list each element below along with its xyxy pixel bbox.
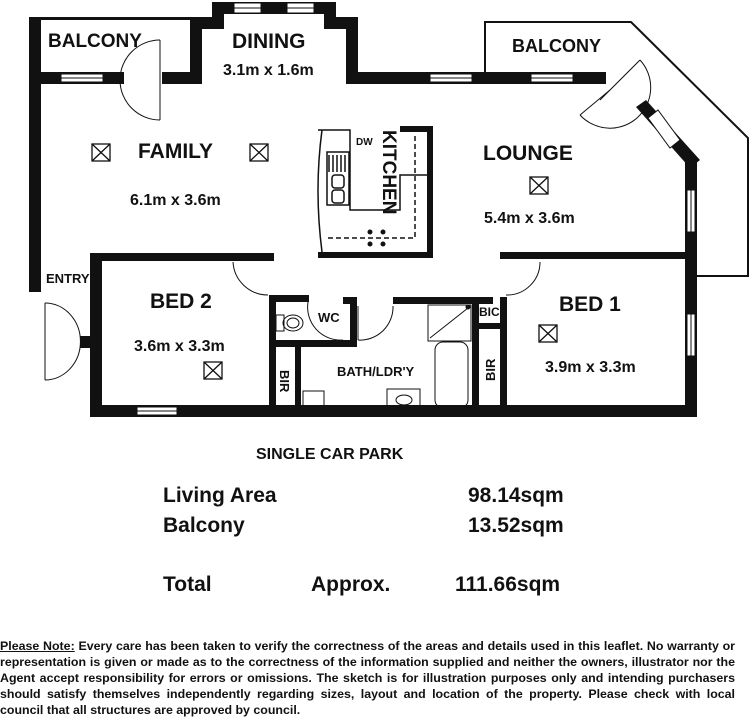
room-label-bed1: BED 1 [559,293,621,316]
living-area-label: Living Area [163,484,277,507]
balcony-area-label: Balcony [163,514,245,537]
balcony-area-value: 13.52sqm [468,514,564,537]
car-park-label: SINGLE CAR PARK [256,446,404,463]
room-label-lounge: LOUNGE [483,142,573,165]
room-label-bed2: BED 2 [150,290,212,313]
room-label-entry: ENTRY [46,271,90,286]
room-label-wc: WC [318,310,340,325]
disclaimer-text: Every care has been taken to verify the correctness of the areas and details used in this leaflet. No warranty or representation is given or made as to the correctness of the information supplied and neither the owners, illustrator nor the Agent accept responsibility for errors or omissions. The sketch is for illustration purposes only and intending purchasers should satisfy themselves independently regarding sizes, layout and location of the property. Please check with local council that all structures are approved by council. [0,639,735,717]
total-area-qualifier: Approx. [311,573,391,596]
room-label-dining: DINING [232,30,306,53]
disclaimer-heading: Please Note: [0,639,75,653]
room-dimensions-bed1: 3.9m x 3.3m [545,359,636,376]
light-fitting-icon [204,362,222,379]
total-area-label: Total [163,573,212,596]
light-fitting-icon [92,144,110,161]
room-label-bir-right: BIR [483,358,498,381]
room-dimensions-dining: 3.1m x 1.6m [223,62,314,79]
room-dimensions-family: 6.1m x 3.6m [130,192,221,209]
total-area-value: 111.66sqm [455,573,561,596]
room-label-bic: BIC [479,305,500,319]
dishwasher-label: DW [356,137,373,148]
room-dimensions-bed2: 3.6m x 3.3m [134,338,225,355]
room-label-family: FAMILY [138,140,214,163]
light-fitting-icon [530,177,548,194]
room-label-bir-left: BIR [277,370,292,393]
light-fitting-icon [250,144,268,161]
room-dimensions-lounge: 5.4m x 3.6m [484,210,575,227]
light-fitting-icon [539,325,557,342]
room-label-balcony-left: BALCONY [48,31,142,52]
disclaimer-note [0,638,735,718]
room-label-kitchen: KITCHEN [378,130,399,215]
wall-left-outer [29,17,41,292]
room-label-bath-laundry: BATH/LDR'Y [337,364,415,379]
living-area-value: 98.14sqm [468,484,564,507]
room-label-balcony-right: BALCONY [512,36,601,56]
